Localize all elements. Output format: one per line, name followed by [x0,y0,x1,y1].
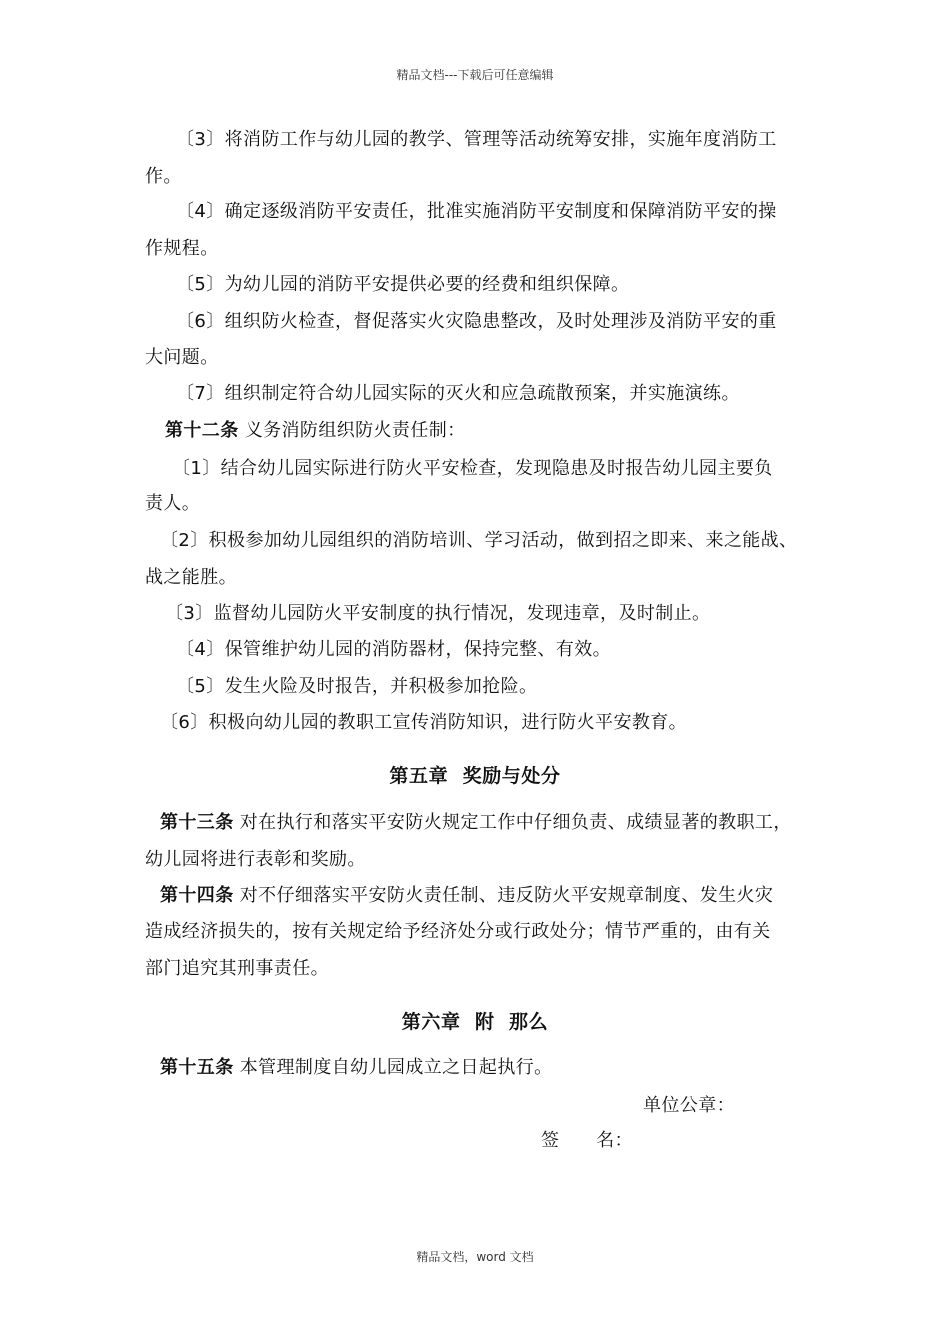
article-label: 第十三条 [160,812,234,833]
signature-label: 签 名： [541,1130,633,1151]
article-15 [160,1057,553,1079]
article-13 [160,812,792,834]
text-line: 〔4〕保管维护幼儿园的消防器材，保持完整、有效。 [176,639,612,660]
article-label: 第十五条 [160,1057,234,1078]
article-text: 对不仔细落实平安防火责任制、违反防火平安规章制度、发生火灾 [233,885,774,906]
text-line: 责人。 [145,493,201,514]
text-line: 部门追究其刑事责任。 [145,958,329,979]
text-line: 造成经济损失的，按有关规定给予经济处分或行政处分；情节严重的，由有关 [145,921,771,942]
text-line: 〔7〕组织制定符合幼儿园实际的灭火和应急疏散预案，并实施演练。 [176,383,740,404]
text-line: 作。 [145,166,182,187]
text-line: 〔4〕确定逐级消防平安责任，批准实施消防平安制度和保障消防平安的操 [176,201,777,222]
text-line: 〔5〕为幼儿园的消防平安提供必要的经费和组织保障。 [176,274,630,295]
article-12 [165,420,466,442]
text-line: 〔6〕组织防火检查，督促落实火灾隐患整改，及时处理涉及消防平安的重 [176,311,777,332]
chapter-6-title: 第六章 附 那么 [401,1011,549,1033]
text-line: 〔5〕发生火险及时报告，并积极参加抢险。 [176,676,538,697]
text-line: 〔2〕积极参加幼儿园组织的消防培训、学习活动，做到招之即来、来之能战、 [160,530,798,551]
text-line: 〔6〕积极向幼儿园的教职工宣传消防知识，进行防火平安教育。 [160,712,688,733]
article-text: 本管理制度自幼儿园成立之日起执行。 [233,1057,553,1078]
seal-label: 单位公章： [643,1095,735,1116]
text-line: 战之能胜。 [145,567,237,588]
article-label: 第十二条 [165,420,239,441]
article-text: 义务消防组织防火责任制： [238,420,466,441]
text-line: 幼儿园将进行表彰和奖励。 [145,849,366,870]
text-line: 作规程。 [145,238,219,259]
article-label: 第十四条 [160,885,234,906]
article-14 [160,885,773,907]
text-line: 大问题。 [145,347,219,368]
text-line: 〔3〕监督幼儿园防火平安制度的执行情况，发现违章，及时制止。 [165,603,711,624]
text-line: 〔3〕将消防工作与幼儿园的教学、管理等活动统筹安排，实施年度消防工 [176,129,777,150]
chapter-5-title: 第五章 奖励与处分 [389,765,561,787]
article-text: 对在执行和落实平安防火规定工作中仔细负责、成绩显著的教职工， [233,812,792,833]
page-footer: 精品文档，word 文档 [416,1250,534,1264]
page-header: 精品文档---下载后可任意编辑 [396,68,554,82]
text-line: 〔1〕结合幼儿园实际进行防火平安检查，发现隐患及时报告幼儿园主要负 [172,458,773,479]
